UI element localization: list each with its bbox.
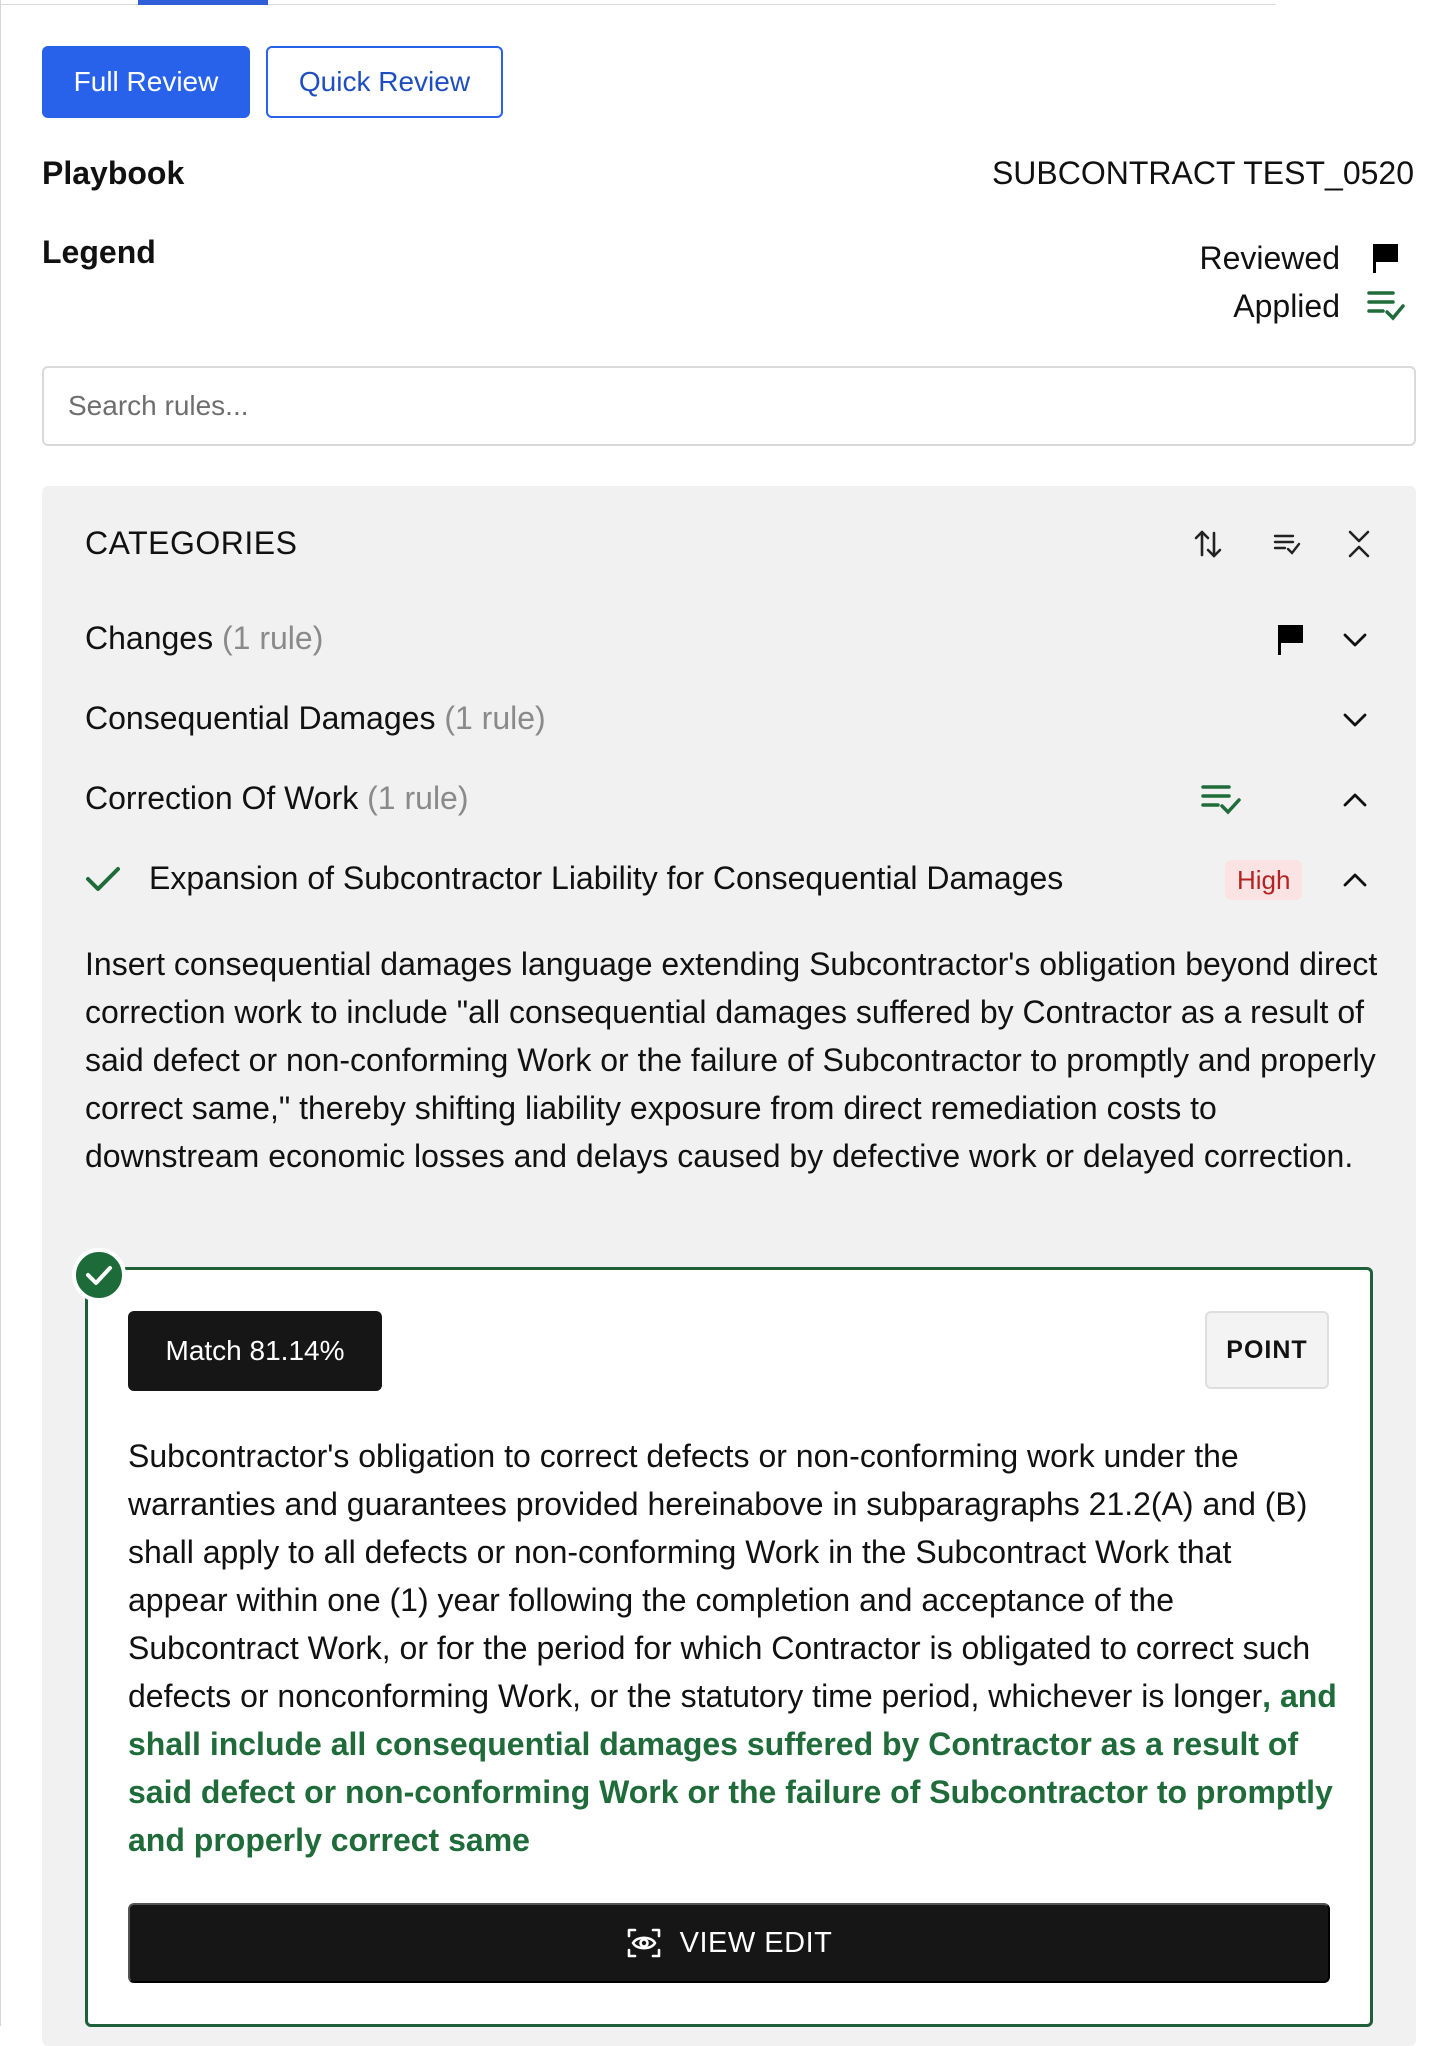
category-name: Consequential Damages <box>85 700 436 736</box>
list-check-icon <box>1199 778 1243 822</box>
legend-label: Legend <box>42 234 156 270</box>
category-count: (1 rule) <box>367 780 469 816</box>
list-check-icon[interactable] <box>1265 522 1309 566</box>
category-consequential-damages[interactable] <box>85 700 546 737</box>
flag-icon <box>1366 238 1406 278</box>
legend-item-applied <box>1233 286 1406 326</box>
clause-added-text: , and shall include all consequential damages suffered by Contractor as a result of said defect or non-conforming Work or the failure of Subcontractor to promptly and properly correct same <box>128 1678 1337 1858</box>
quick-review-button[interactable]: Quick Review <box>266 46 503 118</box>
legend-label-applied: Applied <box>1233 287 1340 324</box>
matched-clause <box>128 1432 1338 1864</box>
playbook-label: Playbook <box>42 155 185 191</box>
sort-icon[interactable] <box>1186 522 1230 566</box>
eye-icon <box>626 1926 662 1960</box>
search-rules-input[interactable] <box>42 366 1416 446</box>
rule-title: Expansion of Subcontractor Liability for Consequential Damages <box>149 860 1064 896</box>
severity-badge: High <box>1225 860 1302 900</box>
list-check-icon <box>1366 286 1406 326</box>
check-circle-icon <box>72 1248 126 1302</box>
chevron-down-icon[interactable] <box>1333 618 1377 662</box>
chevron-up-icon[interactable] <box>1333 778 1377 822</box>
legend-label-reviewed: Reviewed <box>1199 239 1340 276</box>
category-changes[interactable] <box>85 620 323 657</box>
view-edit-label: VIEW EDIT <box>679 1926 833 1959</box>
category-name: Correction Of Work <box>85 780 359 816</box>
point-button[interactable]: POINT <box>1205 1311 1329 1389</box>
rule-description: Insert consequential damages language extending Subcontractor's obligation beyond direct correction work to include "all consequential damages suffered by Contractor as a result of said defect or non-conforming Work or the failure of Subcontractor to promptly and properly correct same," thereby shifting liability exposure from direct remediation costs to downstream economic losses and delays caused by defective work or delayed correction. <box>85 946 1378 1174</box>
flag-icon <box>1269 618 1313 662</box>
full-review-button[interactable]: Full Review <box>42 46 250 118</box>
playbook-value: SUBCONTRACT TEST_0520 <box>991 155 1414 191</box>
category-count: (1 rule) <box>444 700 546 736</box>
legend-item-reviewed <box>1199 238 1406 278</box>
clause-text: Subcontractor's obligation to correct defects or non-conforming work under the warranties and guarantees provided hereinabove in subparagraphs 21.2(A) and (B) shall apply to all defects or non-conforming Work in the Subcontract Work that appear within one (1) year following the completion and acceptance of the Subcontract Work, or for the period for which Contractor is obligated to correct such defects or nonconforming Work, or the statutory time period, whichever is longer <box>128 1438 1311 1714</box>
categories-title: CATEGORIES <box>85 525 298 561</box>
category-count: (1 rule) <box>221 620 324 656</box>
top-tab-bar <box>1 0 1454 6</box>
collapse-all-icon[interactable] <box>1337 522 1381 566</box>
rule-row[interactable] <box>85 860 1063 897</box>
category-name: Changes <box>85 620 214 656</box>
view-edit-button[interactable] <box>128 1903 1330 1983</box>
category-correction-of-work[interactable] <box>85 780 469 817</box>
chevron-up-icon[interactable] <box>1333 858 1377 902</box>
chevron-down-icon[interactable] <box>1333 698 1377 742</box>
check-icon <box>85 865 125 893</box>
match-score-badge: Match 81.14% <box>128 1311 382 1391</box>
active-tab-indicator <box>138 0 268 5</box>
